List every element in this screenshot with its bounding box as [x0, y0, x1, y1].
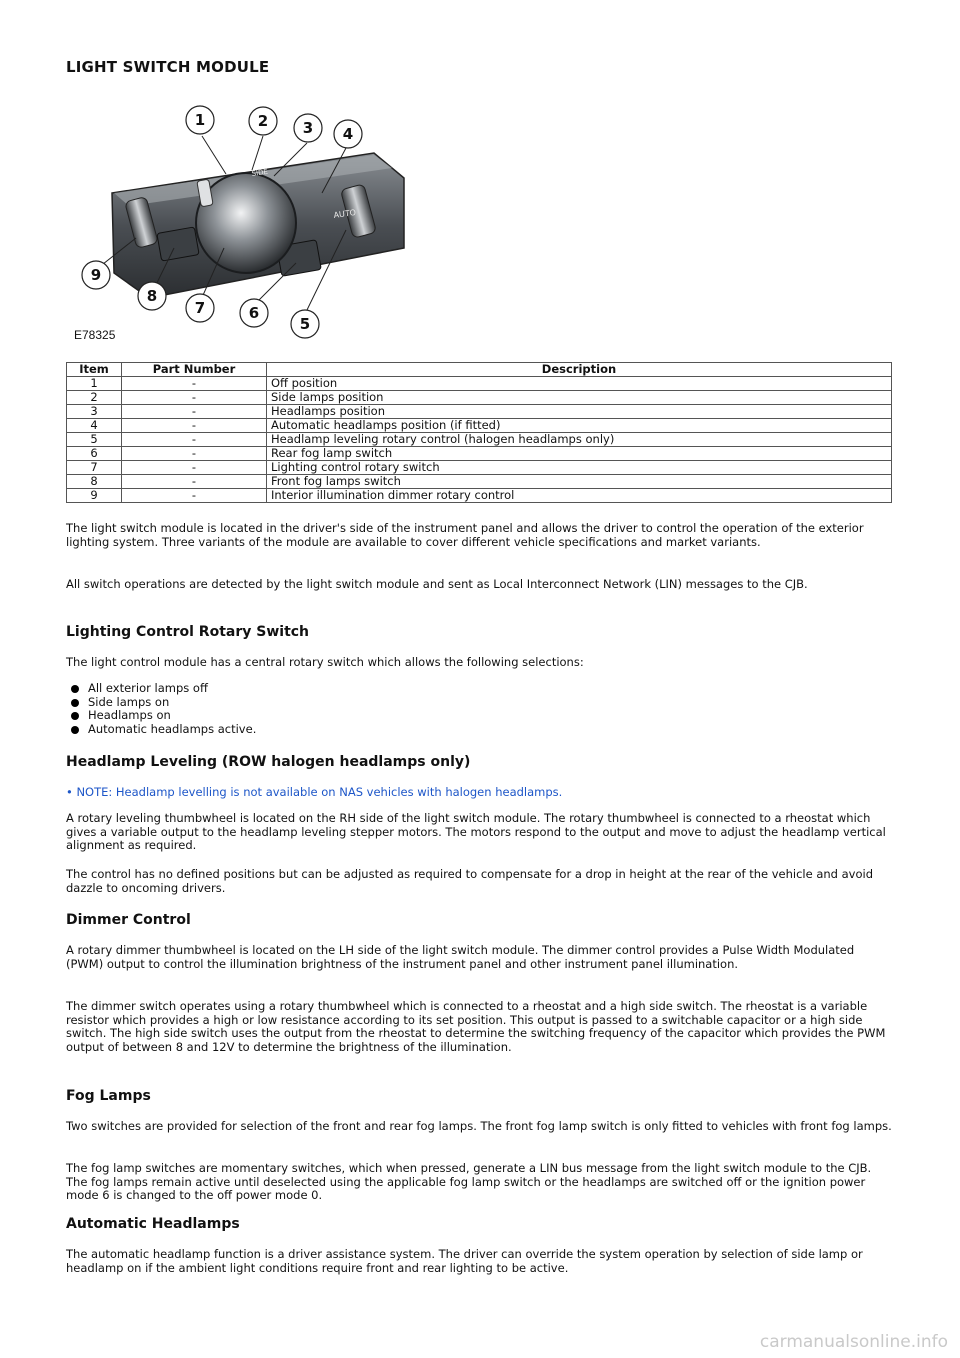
cell-item: 6 [67, 447, 122, 461]
header-item: Item [67, 363, 122, 377]
cell-item: 7 [67, 461, 122, 475]
table-row [67, 377, 892, 391]
cell-item: 3 [67, 405, 122, 419]
cell-item: 4 [67, 419, 122, 433]
cell-part: - [122, 419, 267, 433]
rotary-lead: The light control module has a central rotary switch which allows the following selections: [66, 655, 584, 669]
cell-desc: Off position [267, 377, 892, 391]
fog-paragraph-1: Two switches are provided for selection of the front and rear fog lamps. The front fog lamp switch is only fitted to vehicles with front fog lamps. [66, 1119, 892, 1133]
cell-desc: Side lamps position [267, 391, 892, 405]
callout-3: 3 [302, 119, 314, 137]
cell-part: - [122, 447, 267, 461]
dimmer-paragraph-1: A rotary dimmer thumbwheel is located on the LH side of the light switch module. The dimmer control provides a Pulse Width Modulated (PWM) output to control the illumination brightness of the instrument panel and other instrument panel illumination. [66, 943, 855, 971]
parts-table [66, 362, 892, 503]
table-row [67, 461, 892, 475]
section-heading-dimmer: Dimmer Control [66, 912, 191, 928]
list-item: Side lamps on [66, 696, 256, 710]
list-item: Headlamps on [66, 709, 256, 723]
callout-5: 5 [299, 315, 311, 333]
cell-desc: Lighting control rotary switch [267, 461, 892, 475]
cell-part: - [122, 391, 267, 405]
cell-desc: Front fog lamps switch [267, 475, 892, 489]
cell-item: 1 [67, 377, 122, 391]
callout-8: 8 [146, 287, 158, 305]
watermark: carmanualsonline.info [759, 1332, 948, 1352]
intro-paragraph-2: All switch operations are detected by the light switch module and sent as Local Interconnect Network (LIN) messages to the CJB. [66, 577, 808, 591]
module-illustration [74, 98, 434, 342]
cell-part: - [122, 461, 267, 475]
fog-paragraph-2: The fog lamp switches are momentary switches, which when pressed, generate a LIN bus message from the light switch module to the CJB. The fog lamps remain active until deselected using the applicable fog lamp switch or the headlamps are switched off or the ignition power mode 6 is changed to the off power mode 0. [66, 1161, 872, 1203]
cell-part: - [122, 405, 267, 419]
cell-item: 2 [67, 391, 122, 405]
section-heading-auto: Automatic Headlamps [66, 1216, 240, 1232]
light-switch-module-figure [74, 98, 434, 342]
cell-desc: Interior illumination dimmer rotary control [267, 489, 892, 503]
callout-1: 1 [194, 111, 206, 129]
front-fog-button [157, 227, 199, 261]
callout-2: 2 [257, 112, 269, 130]
callout-7: 7 [194, 299, 206, 317]
cell-part: - [122, 433, 267, 447]
table-row [67, 447, 892, 461]
callout-6: 6 [248, 304, 260, 322]
section-heading-leveling: Headlamp Leveling (ROW halogen headlamps only) [66, 754, 471, 770]
dimmer-paragraph-2: The dimmer switch operates using a rotary thumbwheel which is connected to a rheostat and a high side switch. The rheostat is a variable resistor which provides a high or low resistance according to its set position. This output is passed to a switchable capacitor or a high side switch. The high side switch uses the output from the rheostat to determine the switching frequency of the capacitor which provides the PWM output of between 8 and 12V to determine the brightness of the illumination. [66, 999, 886, 1054]
rotary-selection-list [66, 682, 256, 736]
table-header-row [67, 363, 892, 377]
cell-desc: Headlamps position [267, 405, 892, 419]
table-row [67, 419, 892, 433]
auto-paragraph-1: The automatic headlamp function is a driver assistance system. The driver can override the system operation by selection of side lamp or headlamp on if the ambient light conditions require front and rear lighting to be active. [66, 1247, 863, 1275]
header-description: Description [267, 363, 892, 377]
list-item: All exterior lamps off [66, 682, 256, 696]
leveling-note: • NOTE: Headlamp levelling is not available on NAS vehicles with halogen headlamps. [66, 785, 563, 799]
cell-item: 9 [67, 489, 122, 503]
intro-paragraph-1: The light switch module is located in the driver's side of the instrument panel and allows the driver to control the operation of the exterior lighting system. Three variants of the module are available to cover different vehicle specifications and market variants. [66, 521, 864, 549]
cell-desc: Rear fog lamp switch [267, 447, 892, 461]
cell-part: - [122, 377, 267, 391]
table-row [67, 489, 892, 503]
callout-9: 9 [90, 266, 102, 284]
cell-part: - [122, 489, 267, 503]
callout-4: 4 [342, 125, 354, 143]
leveling-paragraph-1: A rotary leveling thumbwheel is located on the RH side of the light switch module. The rotary thumbwheel is connected to a rheostat which gives a variable output to the headlamp leveling stepper motors. The motors respond to the output and move to adjust the headlamp vertical alignment as required. [66, 811, 886, 853]
cell-item: 5 [67, 433, 122, 447]
list-item: Automatic headlamps active. [66, 723, 256, 737]
cell-desc: Automatic headlamps position (if fitted) [267, 419, 892, 433]
table-row [67, 475, 892, 489]
rotary-knob [196, 173, 296, 273]
section-heading-fog: Fog Lamps [66, 1088, 151, 1104]
panel-auto-label: AUTO [333, 207, 357, 220]
section-heading-rotary: Lighting Control Rotary Switch [66, 624, 310, 640]
cell-item: 8 [67, 475, 122, 489]
header-part-number: Part Number [122, 363, 267, 377]
table-row [67, 433, 892, 447]
cell-part: - [122, 475, 267, 489]
page-title: LIGHT SWITCH MODULE [66, 58, 270, 76]
figure-code: E78325 [74, 328, 116, 342]
table-row [67, 391, 892, 405]
table-row [67, 405, 892, 419]
panel-side-label: SIDE [251, 167, 269, 178]
cell-desc: Headlamp leveling rotary control (halogen headlamps only) [267, 433, 892, 447]
leveling-paragraph-2: The control has no defined positions but can be adjusted as required to compensate for a drop in height at the rear of the vehicle and avoid dazzle to oncoming drivers. [66, 867, 874, 895]
